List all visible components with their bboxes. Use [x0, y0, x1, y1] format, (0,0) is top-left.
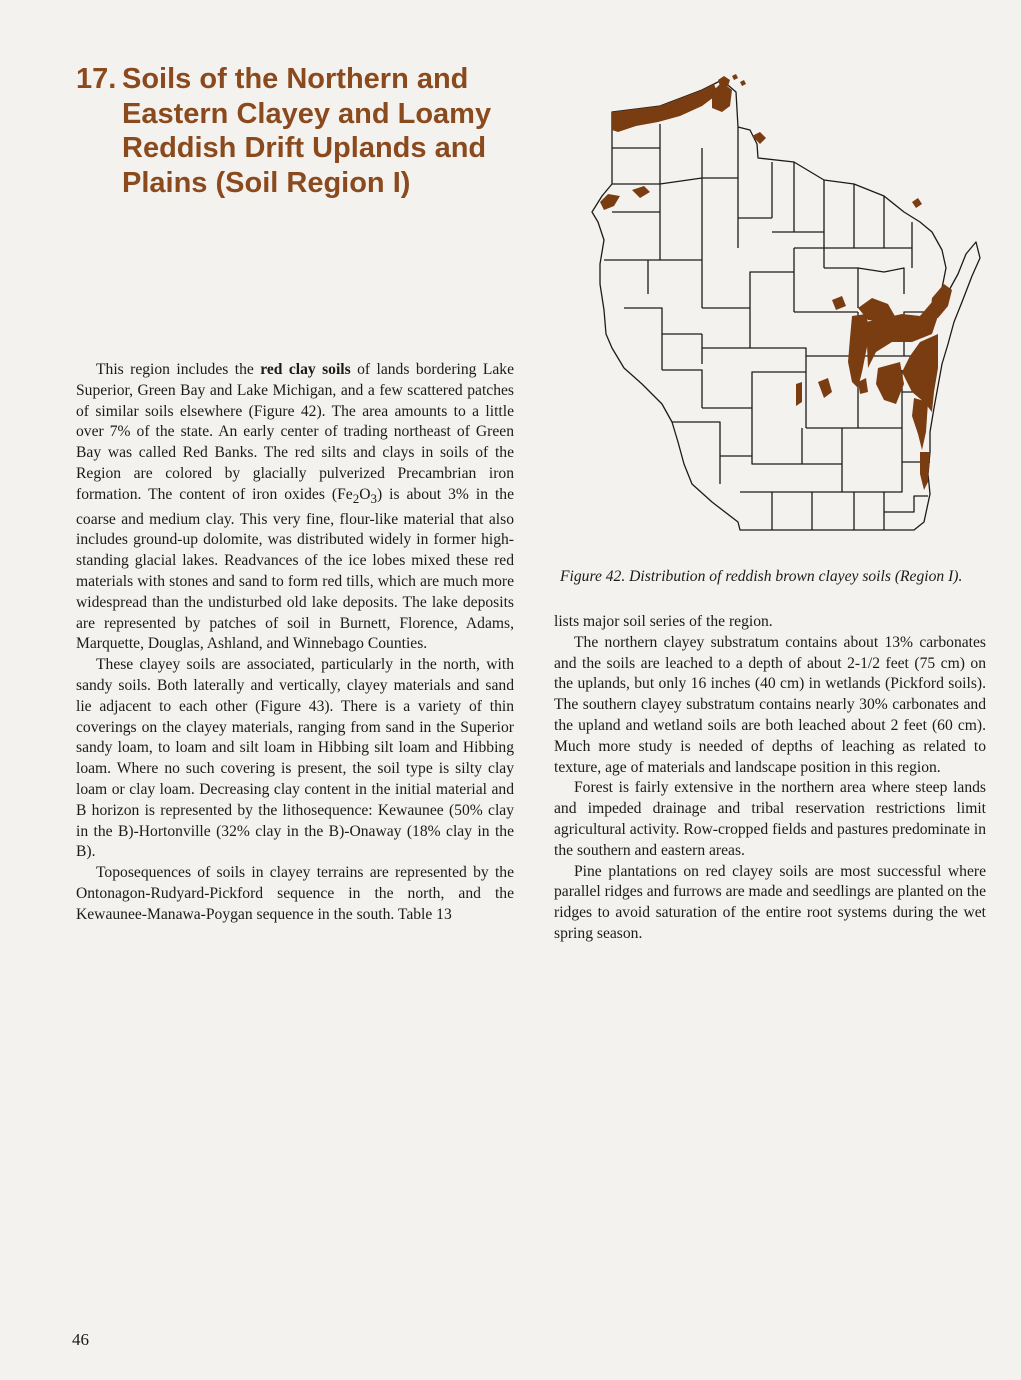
page-number: 46 — [72, 1330, 89, 1349]
soil-patch-door-tip — [912, 198, 922, 208]
soil-patch-ashland — [752, 132, 766, 144]
soil-patch-winnebago — [876, 362, 904, 404]
right-column — [554, 612, 986, 945]
soil-patch-florence — [832, 296, 846, 310]
paragraph-toposequences: Toposequences of soils in clayey terrains are represented by the Ontonagon-Rudyard-Pickford sequence in the north, and the Kewaunee-Manawa-Poygan sequence in the south. Table 13 — [76, 864, 514, 923]
soil-patch-adams — [818, 378, 832, 398]
soil-patch-sheboygan — [912, 398, 928, 450]
soil-patch-marquette — [796, 382, 802, 406]
soil-patch-apostle-islands — [718, 74, 746, 86]
bold-term: red clay soils — [260, 361, 351, 378]
section-heading — [76, 62, 516, 200]
paragraph-forest: Forest is fairly extensive in the northern area where steep lands and impeded drainage and tribal reservation restrictions limit agricultural activity. Row-cropped fields and pastures predominate in the southern and eastern areas. — [554, 779, 987, 859]
section-number: 17. — [76, 63, 117, 95]
paragraph-carbonates: The northern clayey substratum contains about 13% carbonates and the soils are leached to a depth of about 2-1/2 feet (75 cm) on the uplands, but only 16 inches (40 cm) in wetlands (Pickford soils). The southern clayey substratum contains nearly 30% carbonates and the upland and wetland soils are both leached about 2 feet (60 cm). Much more study is needed of depths of leaching as related to texture, age of materials and landscape position in this region. — [554, 633, 986, 776]
soil-patch-bayfield-west — [632, 186, 650, 198]
heading-line-2: Eastern Clayey and Loamy — [122, 97, 492, 130]
figure-caption: Figure 42. Distribution of reddish brown clayey soils (Region I). — [560, 568, 963, 585]
heading-line-4: Plains (Soil Region I) — [122, 166, 411, 199]
paragraph-intro: This region includes the red clay soils of lands bordering Lake Superior, Green Bay and Lake Michigan, and a few scattered patches of similar soils elsewhere (Figure 42). The area amounts to a little over 7% of the state. An early center of trading northeast of Green Bay was called Red Banks. The red silts and clays in soils of the Region are colored by glacially pulverized Precambrian iron formation. The content of iron oxides $(Fe_2O_3)$ is about 3% in the coarse and medium clay. This very fine, flour-like material that also includes ground-up dolomite, was distributed widely in former high-standing glacial lakes. Readvances of the ice lobes mixed these red materials with stones and sand to form red tills, which are much more widespread than the undisturbed old lake deposits. The lake deposits are represented by patches of soil in Burnett, Florence, Adams, Marquette, Douglas, Ashland, and Winnebago Counties. — [76, 361, 515, 653]
paragraph-pine: Pine plantations on red clayey soils are most successful where parallel ridges and furrows are made and seedlings are planted on the ridges to avoid saturation of the entire root systems during the wet spring season. — [554, 862, 986, 942]
soil-patch-douglas — [600, 194, 620, 210]
paragraph-associations: These clayey soils are associated, particularly in the north, with sandy soils. Both laterally and vertically, clayey materials and sand lie adjacent to each other (Figure 43). There is a variety of thin coverings on the clayey materials, ranging from sand in the Superior sandy loam, to loam and silt loam in Hibbing silt loam and Hibbing loam. Where no such covering is present, the soil type is silty clay loam or clay loam. Decreasing clay content in the initial material and B horizon is represented by the lithosequence: Kewaunee (50% clay in the B)-Hortonville (32% clay in the B)-Onaway (18% clay in the B). — [76, 656, 514, 861]
heading-line-3: Reddish Drift Uplands and — [122, 132, 487, 164]
wisconsin-soil-map — [562, 72, 1002, 542]
left-column — [76, 360, 514, 926]
soil-patch-door-peninsula — [930, 284, 952, 318]
heading-line-1: 17. Soils of the Northern and — [76, 63, 469, 95]
soil-patch-superior-west — [612, 84, 718, 132]
paragraph-continued: lists major soil series of the region. — [554, 613, 773, 630]
